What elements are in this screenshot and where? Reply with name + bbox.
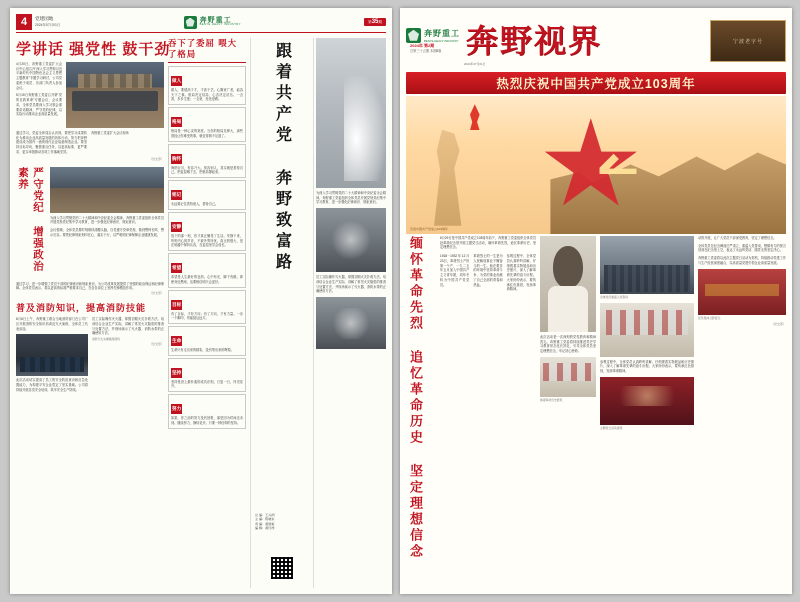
- col2-item-label: 安静: [171, 222, 182, 232]
- left-page-header: [16, 12, 386, 33]
- col2-item-label: 希望: [171, 263, 182, 273]
- photo-oath-ceremony: [600, 236, 694, 294]
- col2-item-label: 做人: [171, 76, 182, 86]
- caption-group: 党员集体合影留念: [698, 315, 721, 320]
- company-badge-icon: [184, 16, 197, 29]
- photo-caption-meeting: 奔野重工党委扩大会议现场: [91, 131, 129, 135]
- photo-fire-drill-large: [316, 38, 386, 188]
- col2-item: [168, 394, 246, 428]
- col2-item: [168, 358, 246, 392]
- col2-item-label: 目标: [171, 300, 182, 310]
- issue-tag: [364, 18, 386, 26]
- col4-paragraph-2: 员工实际操作灭火器，掌握初期火灾扑救方法。培训结合企业生产实际，讲解了常见火灾隐患的排查与处置方法，并现场演示了灭火器、消防水带的正确使用方法。: [316, 275, 386, 294]
- col2-item-text: 有了目标，才有方向；有了方向，才有力量。一步一个脚印，终能抵达远方。: [171, 311, 243, 321]
- left-col-4: [316, 38, 386, 349]
- col2-item: [168, 66, 246, 105]
- right-article-col: [440, 236, 536, 292]
- col2-item: [168, 290, 246, 324]
- signature-bottom: （党支部）: [148, 341, 164, 346]
- portrait-paragraph: 此次活动是一次深刻的党性教育和精神洗礼。奔野重工党委将持续推进党史学习教育常态化长效化，引导全体党员坚定理想信念，牢记初心使命。: [540, 335, 596, 354]
- right-vertical-headline-col: [406, 236, 436, 588]
- photo-party-meeting: [66, 62, 164, 128]
- mid-paragraph-3: 通过学习，进一步增强了党员干部的纪律意识和规矩意识，为公司改革发展提供了坚强的政治保证和纪律保障。全体党员表示，将以更高的标准严格要求自己，在各自岗位上发挥先锋模范作用。: [16, 281, 164, 291]
- issue-sub: 总第三十五期 本期8版: [410, 49, 442, 54]
- col4-paragraph-1: 为深入学习贯彻党的二十大精神和中央纪委全会精神，奔野重工党委组织全体党员开展党规党纪集中学习教育，进一步强化纪律意识、规矩意识。: [316, 191, 386, 205]
- body-paragraph-1: 5月15日奔野重工党委召开第“党的自我革命”专题会议，会议要求，全体党员要深入学习领会重要讲话精神，严守党的纪律，以实际行动推动企业高质量发展。: [16, 93, 62, 117]
- hero-caption: 庆祝中国共产党成立103周年: [410, 227, 449, 231]
- col2-item: [168, 180, 246, 210]
- body-paragraph-2: 通过学习，党委全体同志认识到，要把学习成果转化为推动企业高质量发展的具体行动，努力把奔野建设成为国内一流的现代农业装备制造企业。要坚持目标导向，聚焦重点任务，以更高标准、更严要求、更实举措推动各项工作落地见效。: [16, 131, 87, 154]
- article-paragraph: 1918－1932年12月23日，革命烈士产世第一个产，一九二五年五月加入中国共产主义青年团，同年冬转为中国共产党党员。: [440, 254, 470, 287]
- credit-line: 总 编：王兴洲: [255, 513, 275, 518]
- col2-item-text: 海纳百川，有容乃大。宽容别人，其实就是善待自己。把委屈咽下去，把格局撑起来。: [171, 165, 243, 175]
- left-page: [10, 8, 392, 594]
- lead-headline: 学讲话 强党性 鼓干劲: [16, 41, 171, 58]
- portrait-col: [540, 236, 596, 403]
- bottom-paragraph-2: 员工实际操作灭火器，掌握初期火灾扑救方法。培训结合企业生产实际，讲解了常见火灾隐患的排查与处置方法，并现场演示了灭火器、消防水带的正确使用方法。: [92, 317, 164, 336]
- right-side-col: [698, 236, 786, 326]
- bottom-paragraph-3: 此次活动切实提高了员工的安全防范意识和应急处置能力，为构建平安企业奠定了坚实基础。公司将持续开展各类安全培训，筑牢安全生产防线。: [16, 378, 88, 392]
- signature-mid: （党支部）: [148, 291, 164, 296]
- article-paragraph: 参观过程中，全体党员认真聆听讲解，仔细观看实物展品和历史照片，深入了解革命先辈的奋斗历程。大家纷纷表示，要传承红色基因，发扬革命精神。: [506, 254, 536, 292]
- company-badge-icon: [406, 28, 421, 43]
- qr-block: [270, 556, 294, 580]
- photo-fire-extinguisher: [316, 208, 386, 272]
- page-header-meta: [35, 16, 60, 28]
- page-date: 2024年07月01日: [35, 22, 61, 27]
- col2-item: [168, 253, 246, 287]
- qr-code[interactable]: [270, 556, 294, 580]
- issue-number: 35: [371, 19, 379, 25]
- company-name-en: BENYE HEAVY INDUSTRY: [199, 23, 241, 27]
- col2-item-text: 如果，你之前的努力没有回报，那是因为时间还未到。继续努力，静待花开。只要一种信仰的坚持。: [171, 416, 243, 425]
- col2-item-label: 格局: [171, 117, 182, 127]
- col2-item-list: [168, 66, 246, 429]
- col2-item-label: 努力: [171, 404, 182, 414]
- col2-item: [168, 107, 246, 141]
- col2-item: [168, 212, 246, 251]
- right-page: [400, 8, 792, 594]
- credit-block: [255, 513, 309, 530]
- mid-headline: 严守党纪 增强政治素养: [17, 166, 44, 272]
- photo-col: [600, 236, 694, 430]
- col2-item-text: 格局是一种心灵的宽度。当你的格局足够大，那些曾经让你难受的事，就变得微不足道了。: [171, 129, 243, 138]
- col2-item-text: 希望是人生最好的良药。心中有光，脚下有路。即使身处黑暗，也要相信明天会更好。: [171, 275, 243, 284]
- col2-item-text: 坚持是世上最朴素的成功法则，日复一日，终见花开。: [171, 379, 243, 389]
- bottom-headline: 普及消防知识，提高消防技能: [16, 303, 147, 314]
- photo-exhibition: [540, 357, 596, 397]
- article-paragraph: 革命烈士的一生是为人民解放事业不懈奋斗的一生。他在艰苦的环境中坚持革命斗争，为党的事业贡献了自己全部的青春和热血。: [473, 254, 503, 287]
- torch-figure-shape: [429, 130, 473, 226]
- publication-date: 2024年07月01日: [464, 62, 486, 66]
- mid-paragraph-2: 会议强调，全体党员要时刻保持清醒头脑，自觉遵守党章党规，做到警钟长鸣、警示长存。要把纪律规矩刻印在心、落实于行，以严明的纪律保障企业健康发展。: [50, 228, 164, 237]
- caption-red-hall: 主题党日活动现场: [600, 425, 623, 430]
- right-vertical-headline: 缅怀革命先烈 追忆革命历史 坚定理想信念: [408, 236, 423, 560]
- right-page-body: [406, 236, 786, 588]
- page-section-label: 党建园地: [35, 16, 54, 21]
- right-col-paragraph: 全体党员在纪念碑前庄严肃立，重温入党誓词，铿锵有力的誓言回荡在纪念馆上空，表达了永远听党话、跟党走的坚定决心。: [698, 243, 786, 253]
- mid-paragraph-1: 为深入学习贯彻党的二十大精神和中央纪委全会精神，奔野重工党委组织全体党员开展党规党纪集中学习教育，进一步强化纪律意识、规矩意识。: [50, 215, 164, 225]
- hero-illustration: [406, 96, 786, 234]
- masthead: [406, 12, 786, 70]
- bottom-paragraph-1: 6月6日上午，奔野重工联合当地消防部门在公司厂区开展消防安全知识培训及灭火演练，全体员工代表参加。: [16, 317, 88, 331]
- photo-display-boards: [600, 303, 694, 357]
- credit-line: 责 编：黄国栋: [255, 521, 275, 526]
- anniversary-banner: [406, 72, 786, 94]
- plaque-text: 宁波老字号: [732, 38, 763, 45]
- masthead-company-cn: 奔野重工: [424, 28, 460, 38]
- masthead-issue: [410, 43, 441, 55]
- page-number: 4: [16, 14, 32, 30]
- article-lead: 6月29日是中国共产党成立103周年前夕，奔野重工党委组织全体党员赴革命纪念馆开展主题党日活动，缅怀革命先烈，追忆革命历史，坚定理想信念。: [440, 236, 536, 250]
- col2-item-text: 生命只有走出来的精彩，没有等出来的辉煌。: [171, 348, 234, 353]
- credit-line: 编 辑：黄玲珍: [255, 525, 275, 530]
- photo-col-paragraph: 参观过程中，全体党员认真聆听讲解，仔细观看实物展品和历史照片，深入了解革命先辈的奋斗历程。大家纷纷表示，要传承红色基因，发扬革命精神。: [600, 359, 694, 374]
- col2-item-text: 放下的那一刻，你才真正懂得了生活。安静下来，听听内心的声音，不被外界所扰。真正的强大，是在喧嚣中保持从容，在委屈里学会成长。: [171, 233, 243, 248]
- banner-text: 热烈庆祝中国共产党成立103周年: [496, 77, 696, 91]
- caption-oath: 全体党员重温入党誓词: [600, 295, 628, 299]
- left-masthead-logo: [184, 16, 241, 29]
- col2-item-label: 铭记: [171, 190, 182, 200]
- left-col-1: [16, 38, 171, 393]
- vertical-headline: 跟着共产党 奔野致富路: [273, 42, 291, 274]
- left-col-2: [168, 38, 246, 431]
- flame-icon: [467, 104, 483, 130]
- col2-item-label: 坚持: [171, 368, 182, 378]
- publication-title: 奔野视界: [466, 23, 603, 59]
- col2-item: [168, 144, 246, 178]
- right-col-paragraph: 动的开展，让广大党员干部深受教育，坚定了理想信念。: [698, 236, 777, 240]
- issue-prefix: 第: [368, 20, 372, 24]
- portrait-photo: [540, 236, 596, 332]
- photo-caption-drill: 消防灭火实操演练现场: [92, 337, 120, 342]
- col2-headline: 吞下了委屈 喂大了格局: [168, 38, 237, 59]
- credit-line: 主 编：陈晓东: [255, 517, 275, 522]
- col2-item-text: 做人，要德高于才，才高于艺。心胸宽广者，能容天下之事。格局决定结局，心态决定状态。一念善，步步生莲；一念宽，处处是路。: [171, 88, 243, 102]
- photo-red-hall: [600, 377, 694, 425]
- col2-item-label: 生命: [171, 336, 182, 346]
- masthead-logo: [406, 28, 460, 43]
- photo-discipline-meeting: [50, 167, 164, 213]
- photo-drill-group: [316, 297, 386, 349]
- right-signature: （党支部）: [770, 322, 786, 327]
- award-plaque: [710, 20, 786, 62]
- left-page-body: [16, 38, 386, 588]
- issue-suffix: 期: [378, 20, 382, 24]
- masthead-company-en: BENYE HEAVY INDUSTRY: [424, 38, 459, 43]
- signature-1: （党支部）: [148, 156, 164, 161]
- issue-label: 2024年 第2期: [410, 42, 435, 48]
- left-col-3: [250, 38, 314, 588]
- col2-item: [168, 326, 246, 356]
- photo-group-banner: [698, 269, 786, 315]
- col2-item-text: 永远要记住善待他人，善待自己。: [171, 202, 219, 207]
- caption-exhibition: 参观革命历史展览: [540, 397, 563, 402]
- col2-item-label: 胸怀: [171, 154, 182, 164]
- company-name-cn: 奔野重工: [199, 17, 232, 25]
- photo-training-hall: [16, 334, 88, 376]
- right-col-paragraph: 奔野重工党委将以此次主题党日活动为契机，持续推动党建工作与生产经营深度融合，以高质量党建引领企业高质量发展。: [698, 256, 786, 265]
- lead-paragraph: 4月20日，奔野重工党委扩大会议中心组召开“深入学习贯彻习近平新时代中国特色社会主义思想主题教育”专题学习研讨，公司党委班子成员、各部门负责人参加会议。: [16, 62, 62, 90]
